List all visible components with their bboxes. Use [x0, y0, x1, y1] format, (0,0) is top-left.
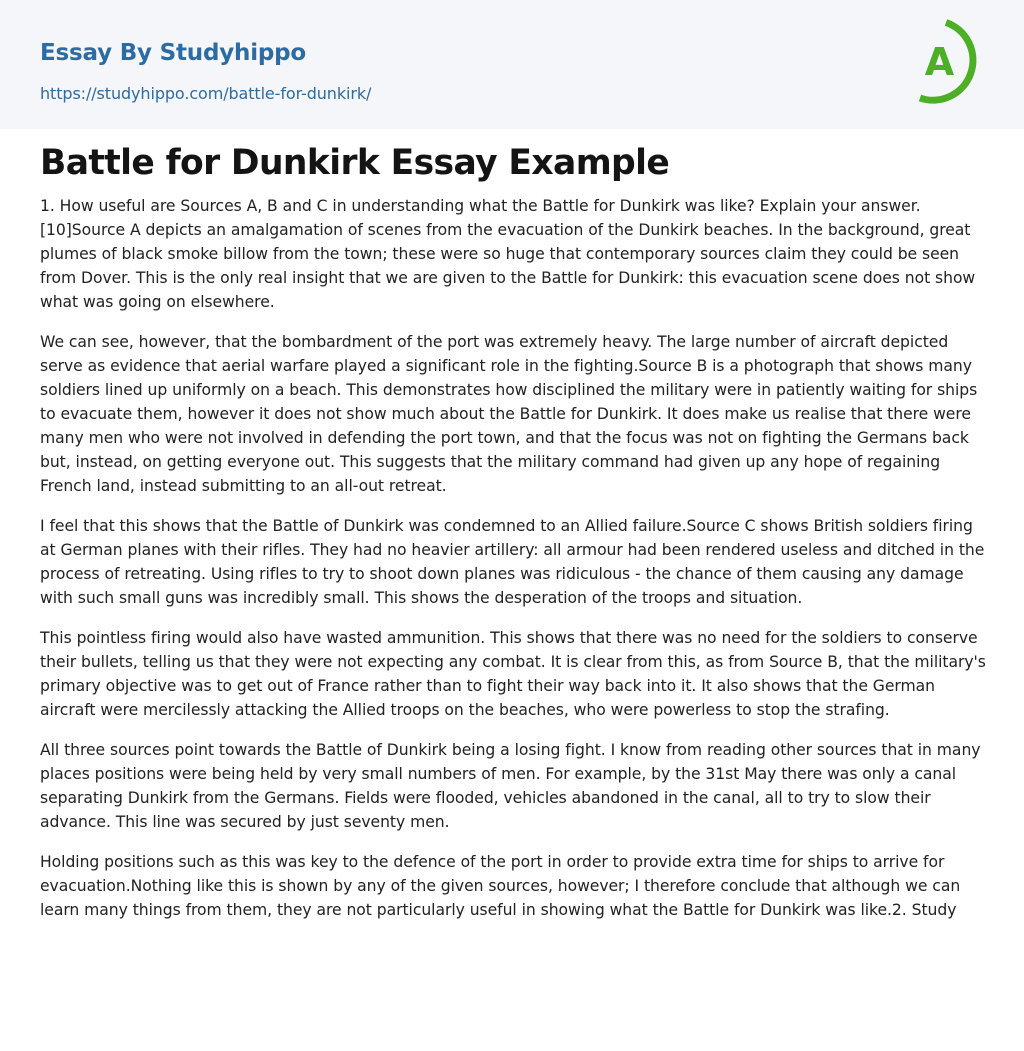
essay-paragraph: I feel that this shows that the Battle of Dunkirk was condemned to an Allied failure.Source C shows British soldiers firing at German planes with their rifles. They had no heavier artillery: all armour had been rendered useless and ditched in the process of retreating. Using rifles to try to shoot down planes was ridiculous - the chance of them causing any damage with such small guns was incredibly small. This shows the desperation of the troops and situation.: [40, 517, 985, 607]
brand-title[interactable]: Essay By Studyhippo: [40, 40, 307, 66]
essay-paragraph: This pointless firing would also have wasted ammunition. This shows that there was no need for the soldiers to conserve their bullets, telling us that they were not expecting any combat. It is clear from this, as from Source B, that the military's primary objective was to get out of France rather than to fight their way back into it. It also shows that the German aircraft were mercilessly attacking the Allied troops on the beaches, who were powerless to stop the strafing.: [40, 629, 986, 719]
studyhippo-logo-icon[interactable]: [912, 18, 988, 106]
essay-paragraph: Holding positions such as this was key to the defence of the port in order to provide extra time for ships to arrive for evacuation.Nothing like this is shown by any of the given sources, however; I therefore conclude that although we can learn many things from them, they are not particularly useful in showing what the Battle for Dunkirk was like.2. Study: [40, 853, 961, 919]
site-header: [0, 0, 1024, 129]
essay-paragraph: 1. How useful are Sources A, B and C in understanding what the Battle for Dunkirk was like? Explain your answer. [10]Source A depicts an amalgamation of scenes from the evacuation of the Dunkirk beaches. In the background, great plumes of black smoke billow from the town; these were so huge that contemporary sources claim they could be seen from Dover. This is the only real insight that we are given to the Battle for Dunkirk: this evacuation scene does not show what was going on elsewhere.: [40, 197, 976, 311]
essay-paragraph: We can see, however, that the bombardment of the port was extremely heavy. The large number of aircraft depicted serve as evidence that aerial warfare played a significant role in the fighting.Source B is a photograph that shows many soldiers lined up uniformly on a beach. This demonstrates how disciplined the military were in patiently waiting for ships to evacuate them, however it does not show much about the Battle for Dunkirk. It does make us realise that there were many men who were not involved in defending the port town, and that the focus was not on fighting the Germans back but, instead, on getting everyone out. This suggests that the military command had given up any hope of regaining French land, instead submitting to an all-out retreat.: [40, 333, 978, 495]
essay-paragraph: All three sources point towards the Battle of Dunkirk being a losing fight. I know from reading other sources that in many places positions were being held by very small numbers of men. For example, by the 31st May there was only a canal separating Dunkirk from the Germans. Fields were flooded, vehicles abandoned in the canal, all to try to slow their advance. This line was secured by just seventy men.: [40, 741, 981, 831]
page-title: Battle for Dunkirk Essay Example: [40, 143, 670, 183]
essay-body: [40, 194, 988, 938]
logo-letter: A: [924, 40, 955, 84]
page-url-link[interactable]: https://studyhippo.com/battle-for-dunkirk/: [40, 84, 372, 103]
